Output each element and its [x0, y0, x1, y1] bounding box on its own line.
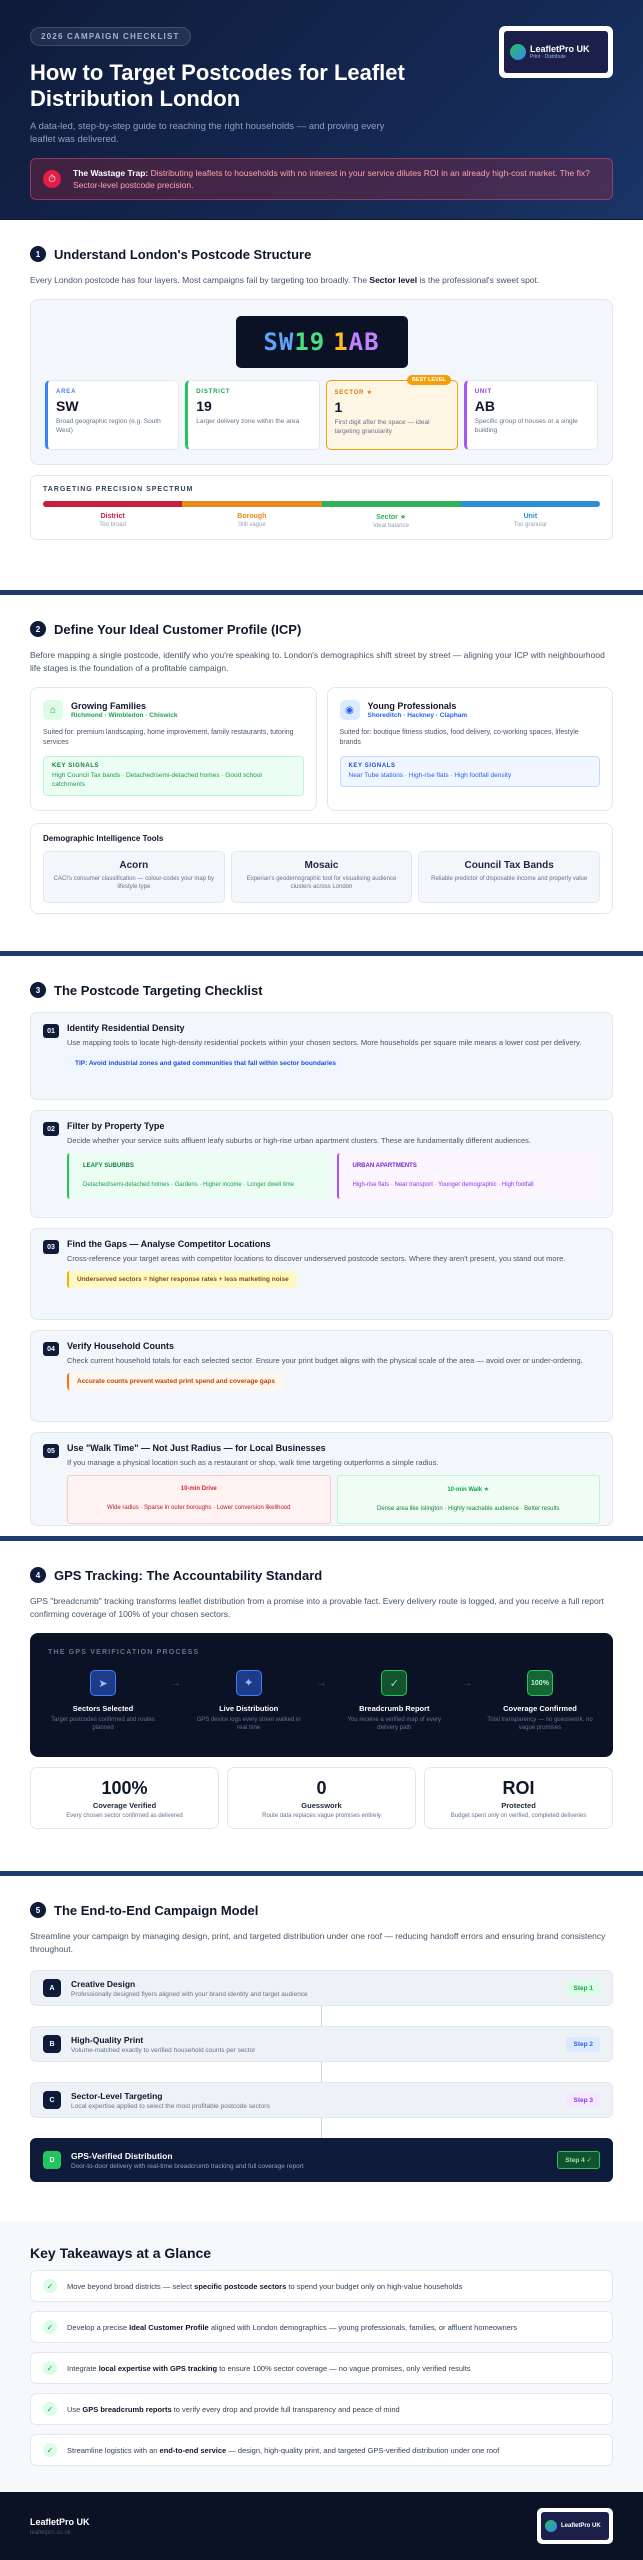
spectrum-borough: Borough Still vague	[237, 513, 267, 528]
checklist-step: 05 Use "Walk Time" — Not Just Radius — for Local Businesses If you manage a physical location such as a restaurant or shop, walk time targeting outperforms a simple radius. 10-min Drive Wide radius · Sparse in outer boroughs · Lower conversion likelihood 10-min Walk ★ Dense area like Islington · Highly reachable audience · Better results	[30, 1432, 613, 1526]
gps-step: 100% Coverage Confirmed Total transparency — no guesswork, no vague promises	[485, 1670, 595, 1732]
spectrum-bar	[43, 501, 600, 507]
step-tag: Step 1	[566, 1981, 600, 1996]
section-title: The Postcode Targeting Checklist	[54, 982, 263, 998]
part-area: AREA SW Broad geographic region (e.g. South West)	[45, 380, 179, 450]
navigation-icon: ➤	[90, 1670, 116, 1696]
takeaway-item: ✓ Develop a precise Ideal Customer Profile aligned with London demographics — young professionals, families, or affluent homeowners	[30, 2311, 613, 2343]
checklist-step: 02 Filter by Property Type Decide whether your service suits affluent leafy suburbs or high-rise urban apartment clusters. These are fundamentally different audiences. LEAFY SUBURBS Detached/semi-detached homes · Gardens · Higher income · Longer dwell time URBAN APARTMENTS High-rise flats · Near transport · Younger demographic · High footfall	[30, 1110, 613, 1218]
tip-callout: TIP: Avoid industrial zones and gated communities that fall within sector boundaries	[67, 1055, 344, 1072]
section-intro: GPS "breadcrumb" tracking transforms leaflet distribution from a promise into a provable fact. Every delivery route is logged, and you receive a full report confirming coverage of 100% of your chosen sectors.	[30, 1596, 604, 1619]
tool-acorn: Acorn CACI's consumer classification — colour-codes your map by lifestyle type	[43, 851, 225, 903]
section-intro: Before mapping a single postcode, identify who you're speaking to. London's demographics shift street by street — aligning your ICP with neighbourhood life stages is the foundation of a profitable campaign.	[30, 650, 605, 673]
arrow-icon: →	[462, 1678, 473, 1689]
model-step: B High-Quality Print Volume-matched exactly to verified household counts per sector Step 2	[30, 2026, 613, 2062]
stat-coverage: 100% Coverage Verified Every chosen sector confirmed as delivered	[30, 1767, 219, 1829]
section-checklist	[0, 956, 643, 1536]
gps-process: THE GPS VERIFICATION PROCESS ➤ Sectors Selected Target postcodes confirmed and routes planned → ⌖ Live Distribution GPS device logs every street walked in real time → ✓ Breadcrumb Report You receive a verified map of every delivery path → 100% Coverage Confirmed Total transparency — no guesswork, no vague promises	[30, 1633, 613, 1757]
section-title: Understand London's Postcode Structure	[54, 246, 312, 262]
part-unit: UNIT AB Specific group of houses or a single building	[464, 380, 598, 450]
gps-step: ✓ Breadcrumb Report You receive a verified map of every delivery path	[339, 1670, 449, 1732]
check-icon: ✓	[43, 2443, 57, 2457]
check-icon: ✓	[43, 2279, 57, 2293]
best-level-badge: BEST LEVEL	[407, 375, 451, 385]
section-postcode-structure	[0, 220, 643, 590]
section-number: 3	[30, 982, 46, 998]
takeaways-title: Key Takeaways at a Glance	[30, 2245, 212, 2261]
stat-roi: ROI Protected Budget spent only on verified, completed deliveries	[424, 1767, 613, 1829]
section-icp	[0, 595, 643, 951]
tools-title: Demographic Intelligence Tools	[43, 834, 164, 843]
alert-text: The Wastage Trap: Distributing leaflets to households with no interest in your service dilutes ROI in an already high-cost market. The fix? Sector-level postcode precision.	[73, 168, 590, 190]
arrow-icon: →	[316, 1678, 327, 1689]
postcode-anatomy-card	[30, 299, 613, 465]
tip-callout: Accurate counts prevent wasted print spend and coverage gaps	[67, 1373, 283, 1390]
crosshair-icon: ⌖	[236, 1670, 262, 1696]
section-gps	[0, 1541, 643, 1871]
section-campaign-model	[0, 1876, 643, 2221]
checklist-step: 03 Find the Gaps — Analyse Competitor Locations Cross-reference your target areas with competitor locations to discover underserved postcode sectors. Where they aren't present, you stand out more. Underserved sectors = higher response rates + less marketing noise	[30, 1228, 613, 1320]
logo-text: LeafletPro UK Print · Distribute	[530, 44, 590, 60]
model-step: C Sector-Level Targeting Local expertise applied to select the most profitable postcode sectors Step 3	[30, 2082, 613, 2118]
arrow-icon: →	[170, 1678, 181, 1689]
brand-logo[interactable]	[499, 26, 613, 78]
hero-header	[0, 0, 643, 220]
footer	[0, 2492, 643, 2560]
step-tag: Step 2	[566, 2037, 600, 2052]
section-number: 2	[30, 621, 46, 637]
checklist-step: 01 Identify Residential Density Use mapping tools to locate high-density residential pockets within your chosen sectors. More households per square mile means a lower cost per delivery. TIP: Avoid industrial zones and gated communities that fall within sector boundaries	[30, 1012, 613, 1100]
home-icon: ⌂	[43, 700, 63, 720]
intelligence-tools	[30, 823, 613, 914]
check-icon: ✓	[43, 2320, 57, 2334]
check-icon: ✓	[381, 1670, 407, 1696]
stat-guesswork: 0 Guesswork Route data replaces vague promises entirely	[227, 1767, 416, 1829]
takeaway-item: ✓ Integrate local expertise with GPS tracking to ensure 100% sector coverage — no vague promises, only verified results	[30, 2352, 613, 2384]
section-number: 1	[30, 246, 46, 262]
campaign-pill: 2026 CAMPAIGN CHECKLIST	[30, 27, 191, 46]
model-step: A Creative Design Professionally designed flyers aligned with your brand identity and target audience Step 1	[30, 1970, 613, 2006]
spectrum-unit: Unit Too granular	[513, 513, 548, 528]
section-title: GPS Tracking: The Accountability Standard	[54, 1567, 323, 1583]
tool-mosaic: Mosaic Experian's geodemographic tool for visualising audience clusters across London	[231, 851, 413, 903]
profile-card-professionals: ◉ Young Professionals Shoreditch · Hackney · Clapham Suited for: boutique fitness studios, food delivery, co-working spaces, lifestyle brands KEY SIGNALS Near Tube stations · High-rise flats · High footfall density	[327, 687, 614, 811]
part-sector: BEST LEVEL SECTOR ★ 1 First digit after the space — ideal targeting granularity	[326, 380, 458, 450]
section-title: The End-to-End Campaign Model	[54, 1902, 259, 1918]
spectrum-sector: Sector ★ Ideal balance	[373, 514, 409, 529]
logo-mark-icon	[510, 44, 526, 60]
postcode-example: SW 19 1 AB	[236, 316, 408, 368]
step-tag: Step 4 ✓	[557, 2151, 600, 2169]
part-district: DISTRICT 19 Larger delivery zone within the area	[185, 380, 319, 450]
tip-callout: Underserved sectors = higher response rates + less marketing noise	[67, 1271, 297, 1288]
section-intro: Streamline your campaign by managing design, print, and targeted distribution under one roof — reducing handoff errors and ensuring brand consistency throughout.	[30, 1931, 606, 1954]
wastage-alert	[30, 158, 613, 200]
coverage-badge: 100%	[527, 1670, 553, 1696]
tool-council-tax: Council Tax Bands Reliable predictor of disposable income and property value	[418, 851, 600, 903]
takeaway-item: ✓ Streamline logistics with an end-to-end service — design, high-quality print, and targeted GPS-verified distribution under one roof	[30, 2434, 613, 2466]
page-subtitle: A data-led, step-by-step guide to reaching the right households — and proving every leaflet was delivered.	[30, 121, 385, 145]
gps-step: ⌖ Live Distribution GPS device logs every street walked in real time	[194, 1670, 304, 1732]
check-icon: ✓	[43, 2361, 57, 2375]
alert-icon: ⏱	[43, 170, 61, 188]
check-icon: ✓	[43, 2402, 57, 2416]
takeaway-item: ✓ Move beyond broad districts — select specific postcode sectors to spend your budget only on high-value households	[30, 2270, 613, 2302]
footer-brand: LeafletPro UK	[30, 2516, 90, 2527]
takeaway-item: ✓ Use GPS breadcrumb reports to verify every drop and provide full transparency and peace of mind	[30, 2393, 613, 2425]
section-title: Define Your Ideal Customer Profile (ICP)	[54, 621, 302, 637]
spectrum-district: District Too broad	[99, 513, 126, 528]
model-step-final: D GPS-Verified Distribution Door-to-door delivery with real-time breadcrumb tracking and full coverage report Step 4 ✓	[30, 2138, 613, 2182]
user-icon: ◉	[340, 700, 360, 720]
gps-step: ➤ Sectors Selected Target postcodes confirmed and routes planned	[48, 1670, 158, 1732]
spectrum-title: TARGETING PRECISION SPECTRUM	[43, 486, 194, 493]
footer-url[interactable]: leafletpro.co.uk	[30, 2529, 71, 2536]
key-takeaways	[0, 2221, 643, 2495]
profile-card-families: ⌂ Growing Families Richmond · Wimbledon · Chiswick Suited for: premium landscaping, home improvement, family restaurants, tutoring services KEY SIGNALS High Council Tax bands · Detached/semi-detached homes · Good school catchments	[30, 687, 317, 811]
precision-spectrum	[30, 475, 613, 540]
checklist-step: 04 Verify Household Counts Check current household totals for each selected sector. Ensure your print budget aligns with the physical scale of the area — avoid over or under-ordering. Accurate counts prevent wasted print spend and coverage gaps	[30, 1330, 613, 1422]
section-number: 5	[30, 1902, 46, 1918]
footer-logo[interactable]	[537, 2508, 613, 2544]
logo-text: LeafletPro UK	[561, 2523, 601, 2529]
page-title: How to Target Postcodes for Leaflet Distribution London	[30, 60, 405, 111]
section-intro: Every London postcode has four layers. Most campaigns fail by targeting too broadly. The Sector level is the professional's sweet spot.	[30, 275, 540, 285]
section-number: 4	[30, 1567, 46, 1583]
step-tag: Step 3	[566, 2093, 600, 2108]
logo-mark-icon	[545, 2520, 557, 2532]
